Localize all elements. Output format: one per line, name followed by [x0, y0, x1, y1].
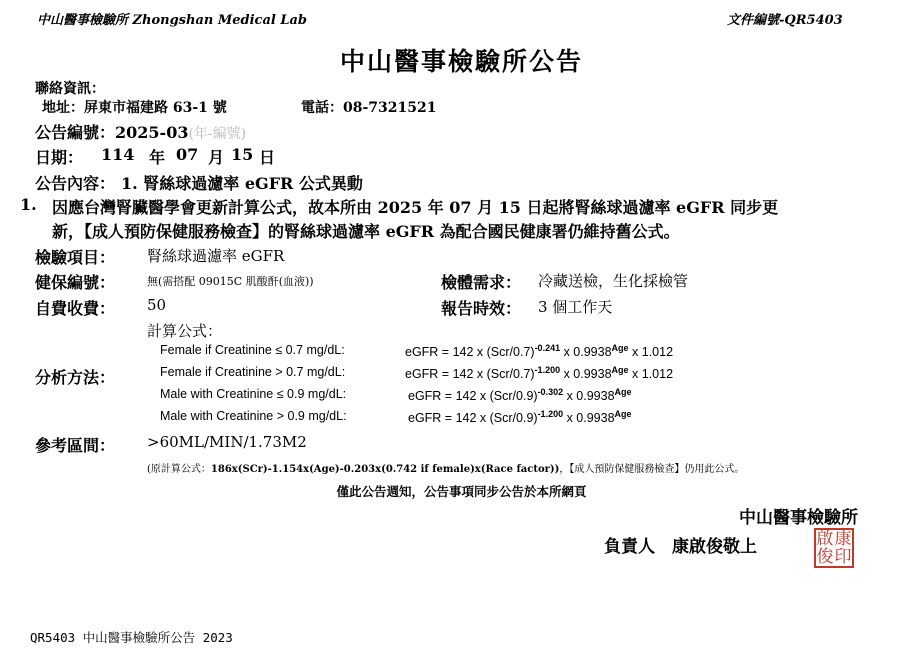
formula-mid: x 0.9938: [563, 389, 615, 403]
method-label: 分析方法：: [35, 368, 116, 387]
formula-age: Age: [611, 365, 629, 375]
date-label: 日期：: [35, 148, 84, 167]
report-time-value: 3 個工作天: [538, 298, 613, 316]
formula-mid: x 0.9938: [560, 345, 612, 359]
original-formula-expression: 186x(SCr)-1.154x(Age)-0.203x(0.742 if female)x(Race factor)): [210, 464, 560, 475]
closing-statement: 僅此公告週知，公告事項同步公告於本所網頁: [336, 484, 587, 499]
formula-base: eGFR = 142 x (Scr/0.7): [405, 345, 535, 359]
original-formula-note: [147, 460, 744, 475]
formula-label: 計算公式：: [147, 322, 223, 340]
contact-phone: 電話：08-7321521: [301, 100, 437, 116]
fee-value: 50: [147, 296, 167, 314]
seal-stamp: [814, 528, 854, 568]
test-item-label: 檢驗項目：: [35, 248, 116, 267]
formula-expression: [408, 409, 632, 425]
formula-expression: [408, 387, 632, 403]
header-doc-number: 文件編號-QR5403: [727, 13, 843, 28]
date-month: 07: [176, 145, 199, 164]
signature-person: 負責人 康啟俊敬上: [604, 537, 757, 557]
formula-age: Age: [611, 343, 629, 353]
reference-label: 參考區間：: [35, 436, 116, 455]
content-label: 公告內容：: [35, 174, 116, 193]
item1-line2: 新，【成人預防保健服務檢查】的腎絲球過濾率 eGFR 為配合國民健康署仍維持舊公式。: [52, 222, 680, 241]
page-title: 中山醫事檢驗所公告: [339, 47, 583, 76]
footer-text: QR5403 中山醫事檢驗所公告 2023: [30, 630, 233, 645]
notice-number-value: 2025-03: [115, 123, 189, 142]
notice-number-label: 公告編號：: [35, 123, 116, 142]
notice-number-hint: (年-編號): [188, 126, 247, 142]
item1-line1: 因應台灣腎臟醫學會更新計算公式，故本所由 2025 年 07 月 15 日起將腎絲球過濾率 eGFR 同步更: [52, 198, 779, 217]
seal-char: 印: [834, 547, 852, 567]
formula-expression: [405, 343, 673, 359]
formula-tail: x 1.012: [628, 367, 674, 381]
formula-age: Age: [614, 409, 632, 419]
formula-base: eGFR = 142 x (Scr/0.9): [408, 411, 538, 425]
notice-number-row: [35, 120, 246, 143]
item1-number: 1.: [20, 195, 37, 214]
seal-char: 康: [834, 529, 852, 549]
formula-age: Age: [614, 387, 632, 397]
formula-condition: Male with Creatinine > 0.9 mg/dL:: [160, 409, 347, 423]
date-day-unit: 日: [259, 148, 276, 167]
insurance-value: 無(需搭配 09015C 肌酸酐(血液)): [147, 275, 314, 288]
formula-condition: Male with Creatinine ≤ 0.9 mg/dL:: [160, 387, 347, 401]
formula-exponent: -0.302: [537, 387, 564, 397]
specimen-label: 檢體需求：: [441, 273, 522, 292]
formula-base: eGFR = 142 x (Scr/0.9): [408, 389, 538, 403]
date-year: 114: [101, 145, 135, 164]
report-time-label: 報告時效：: [441, 299, 522, 318]
formula-exponent: -1.200: [534, 365, 561, 375]
content-value: 1. 腎絲球過濾率 eGFR 公式異動: [121, 174, 363, 193]
date-day: 15: [231, 145, 254, 164]
formula-condition: Female if Creatinine > 0.7 mg/dL:: [160, 365, 346, 379]
seal-char: 俊: [816, 547, 834, 567]
signature-org: 中山醫事檢驗所: [739, 508, 858, 528]
formula-mid: x 0.9938: [563, 411, 615, 425]
formula-condition: Female if Creatinine ≤ 0.7 mg/dL:: [160, 343, 345, 357]
original-formula-suffix: ，【成人預防保健服務檢查】仍用此公式。: [559, 464, 745, 475]
formula-exponent: -1.200: [537, 409, 564, 419]
formula-mid: x 0.9938: [560, 367, 612, 381]
formula-expression: [405, 365, 673, 381]
fee-label: 自費收費：: [35, 299, 116, 318]
formula-tail: x 1.012: [628, 345, 674, 359]
contact-label: 聯絡資訊：: [35, 81, 105, 97]
date-month-unit: 月: [208, 148, 225, 167]
date-year-unit: 年: [149, 148, 166, 167]
formula-base: eGFR = 142 x (Scr/0.7): [405, 367, 535, 381]
specimen-value: 冷藏送檢，生化採檢管: [538, 272, 689, 290]
header-lab-name: 中山醫事檢驗所 Zhongshan Medical Lab: [37, 13, 307, 28]
formula-exponent: -0.241: [534, 343, 561, 353]
contact-address: 地址：屏東市福建路 63-1 號: [42, 100, 227, 116]
seal-char: 啟: [816, 529, 834, 549]
insurance-label: 健保編號：: [35, 273, 116, 292]
original-formula-prefix: (原計算公式：: [147, 464, 211, 475]
test-item-value: 腎絲球過濾率 eGFR: [147, 247, 285, 265]
reference-value: >60ML/MIN/1.73M2: [147, 433, 307, 451]
